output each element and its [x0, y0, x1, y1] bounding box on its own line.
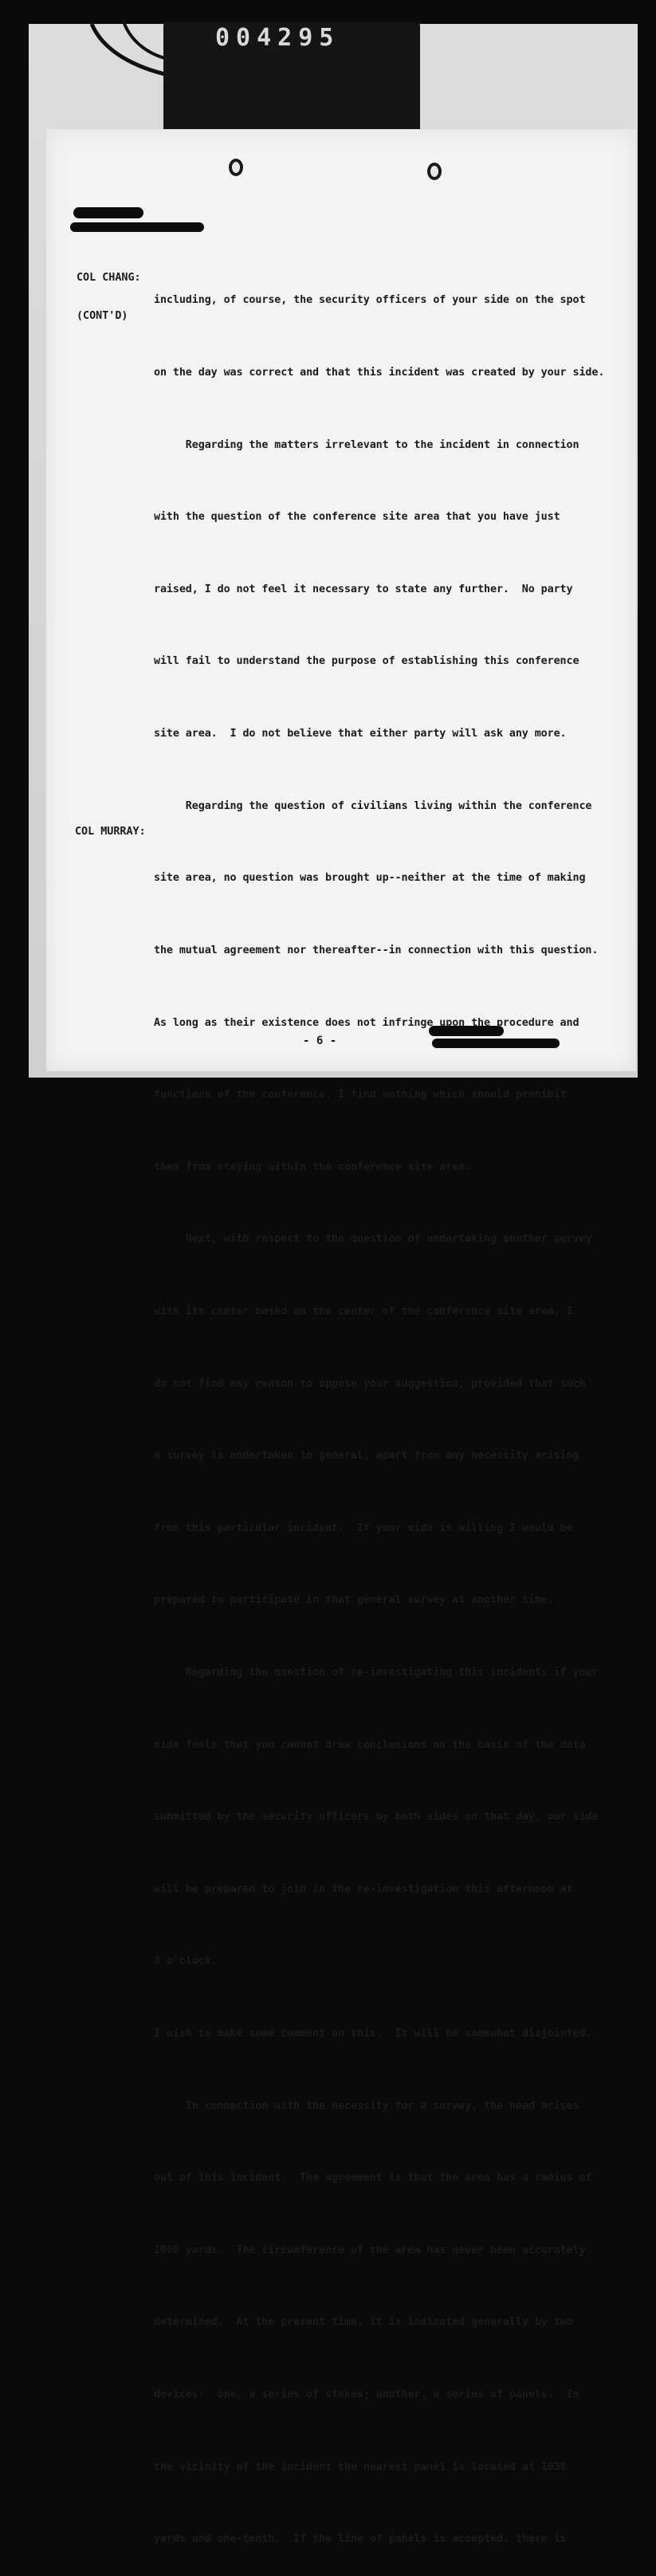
text-line: 3 o'clock.	[154, 1955, 218, 1968]
document-body	[154, 241, 604, 2576]
text-line: will be prepared to join in the re-investigation this afternoon at	[154, 1883, 573, 1895]
punch-hole-left	[229, 159, 243, 176]
speaker-name: COL CHANG:	[77, 272, 141, 284]
text-line: the vicinity of the incident the nearest panel is located at 1038	[154, 2460, 567, 2473]
text-line: submitted by the security officers by both sides on that day, our side	[154, 1811, 599, 1824]
text-line: As long as their existence does not infringe upon the procedure and	[154, 1016, 579, 1029]
redaction-top-2	[70, 222, 204, 232]
text-line: including, of course, the security officers of your side on the spot	[154, 294, 586, 307]
text-line: Regarding the question of re-investigating this incident; if your	[154, 1666, 599, 1679]
frame-counter-digits: 004295	[215, 24, 340, 52]
cable	[88, 20, 175, 84]
text-line: side feels that you cannot draw conclusions on the basis of the data	[154, 1738, 586, 1751]
text-line: on the day was correct and that this incident was created by your side.	[154, 367, 605, 379]
text-line: devices: one, a series of stakes; another, a series of panels. In	[154, 2389, 579, 2401]
text-line: Regarding the matters irrelevant to the incident in connection	[154, 438, 579, 451]
text-line: site area, no question was brought up--neither at the time of making	[154, 872, 586, 885]
text-line: a survey is undertaken in general, apart from any necessity arising	[154, 1450, 579, 1463]
text-line: I wish to make some comment on this. It will be somewhat disjointed.	[154, 2028, 592, 2040]
text-line: 1000 yards. The circumference of the area has never been accurately	[154, 2244, 586, 2256]
text-line: the mutual agreement nor thereafter--in connection with this question.	[154, 944, 599, 956]
text-line: them from staying within the conference site area.	[154, 1160, 472, 1173]
redaction-top-1	[73, 207, 143, 218]
text-line: will fail to understand the purpose of establishing this conference	[154, 655, 579, 668]
page-number: - 6 -	[303, 1035, 337, 1047]
text-line: Regarding the question of civilians living within the conference	[154, 799, 592, 812]
text-line: site area. I do not believe that either party will ask any more.	[154, 728, 567, 740]
text-line: yards and one-tenth. If the line of panels is accepted, there is	[154, 2533, 567, 2546]
text-line: prepared to participate in that general survey at another time.	[154, 1594, 554, 1607]
text-line: with the question of the conference site area that you have just	[154, 511, 560, 524]
text-line: with its center based on the center of the conference site area, I	[154, 1305, 573, 1317]
punch-hole-right	[427, 163, 442, 180]
speaker-col-chang	[77, 246, 141, 336]
speaker-col-murray: COL MURRAY:	[75, 826, 146, 838]
text-line: determined. At the present time, it is indicated generally by two	[154, 2316, 573, 2329]
text-line: from this particular incident. If your side is willing I would be	[154, 1522, 573, 1534]
text-line: functions of the conference, I find nothing which should prohibit	[154, 1089, 567, 1101]
text-line: do not find any reason to oppose your suggestion, provided that such	[154, 1377, 586, 1390]
text-line: raised, I do not feel it necessary to state any further. No party	[154, 583, 573, 595]
text-line: out of this incident. The agreement is that the area has a radius of	[154, 2172, 592, 2185]
text-line: In connection with the necessity for a survey, the need arises	[154, 2099, 579, 2112]
text-line: Next, with respect to the question of undertaking another survey	[154, 1233, 592, 1246]
speaker-cont: (CONT'D)	[77, 310, 128, 322]
